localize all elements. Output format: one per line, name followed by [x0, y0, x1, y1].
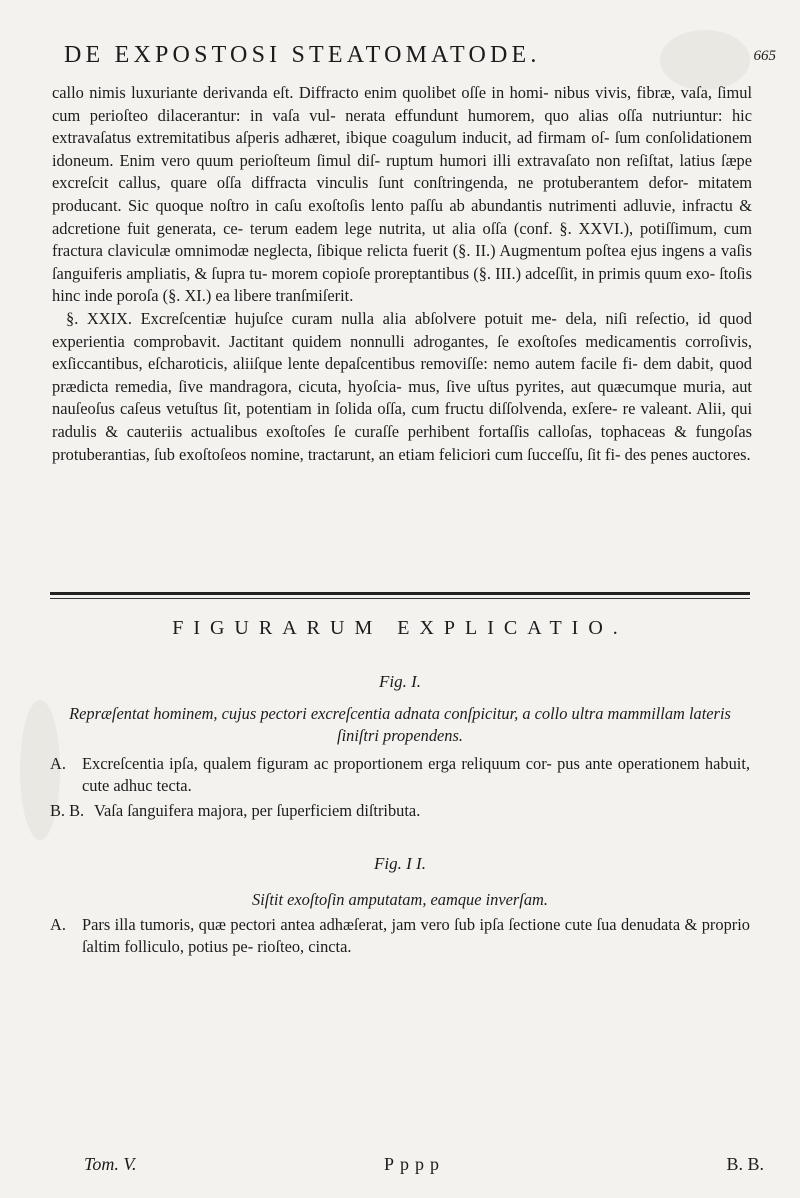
figure-item — [50, 800, 750, 822]
running-title: DE EXPOSTOSI STEATOMATODE. — [64, 42, 541, 68]
item-text: Excreſcentia ipſa, qualem figuram ac proportionem erga reliquum cor- pus ante operationem habuit, cute adhuc tecta. — [82, 754, 750, 795]
figure-caption: Siſtit exoſtoſin amputatam, eamque inverſam. — [252, 890, 548, 909]
figure-caption: Repræſentat hominem, cujus pectori excreſcentia adnata conſpicitur, a collo ultra mammillam lateris ſiniſtri propendens. — [69, 704, 731, 745]
item-key: A. — [50, 915, 66, 934]
volume-label: Tom. V. — [84, 1154, 137, 1174]
catchword: B. B. — [726, 1154, 764, 1174]
page-footer — [84, 1154, 764, 1178]
figure-label: Fig. I. — [378, 672, 422, 691]
section-divider — [50, 592, 750, 599]
figure-item — [50, 914, 750, 958]
body-text — [52, 82, 752, 466]
paragraph: §. XXIX. Excreſcentiæ hujuſce curam nulla alia abſolvere potuit me- dela, niſi reſectio, id quod experientia comprobavit. Jactitant quidem nonnulli adrogantes, ſe exoſtoſes medicamentis corroſivis, exſiccantibus, eſcharoticis, aliiſque lente depaſcentibus removiſſe: nemo autem facile fi- dem dabit, quod prædicta remedia, ſive mandragora, cicuta, hyoſcia- mus, ſive uſtus pyrites, aut quæcumque muria, aut nauſeoſus caſeus vetuſtus ſit, potentiam in ſolida oſſa, cum fructu diſſolvenda, exſere- re valeant. Alii, qui radulis & cauteriis actualibus exoſtoſes ſe curaſſe perhibent fortaſſis calloſas, tophaceas & fungoſas protuberantias, ſub exoſtoſeos nomine, tractarunt, an etiam feliciori cum ſucceſſu, ſit fi- des penes auctores. — [52, 308, 752, 464]
item-key: A. — [50, 754, 66, 773]
page-header — [64, 42, 784, 76]
item-text: Pars illa tumoris, quæ pectori antea adhæſerat, jam vero ſub ipſa ſectione cute ſua denudata & proprio ſaltim folliculo, potius pe- rioſteo, cincta. — [82, 915, 750, 956]
figure-item — [50, 753, 750, 797]
figure-label: Fig. I I. — [374, 854, 426, 873]
signature-mark: Pppp — [384, 1154, 446, 1174]
page-number: 665 — [753, 48, 776, 64]
item-text: Vaſa ſanguifera majora, per ſuperficiem diſtributa. — [94, 801, 421, 820]
item-key: B. B. — [50, 801, 85, 820]
section-title: FIGURARUM EXPLICATIO. — [172, 617, 628, 639]
paragraph: callo nimis luxuriante derivanda eſt. Diffracto enim quolibet oſſe in homi- nibus vivis, fibræ, vaſa, ſimul cum perioſteo dilacerantur: in vaſa vul- nerata effundunt humorem, quo alias oſſa nutriuntur: hic extravaſatus extremitatibus aſperis adhæret, ibique coagulum inducit, ad firmam oſ- ſum conſolidationem idoneum. Enim vero quum perioſteum ſimul diſ- ruptum humori illi extravaſato non reſiſtat, latius ſæpe excreſcit callus, quare oſſa diffracta vinculis ſunt conſtringenda, ne protuberantem defor- mitatem producant. Sic quoque noſtro in caſu exoſtoſis lento paſſu ab abundantis nutrimenti adluvie, infractu & adcretione fuit generata, ce- terum eadem lege nutrita, ut alia oſſa (conf. §. XXVI.), potiſſimum, cum fractura claviculæ omnimodæ neglecta, ſibique relicta fuerit (§. II.) Augmentum poſtea ejus ingens a vaſis ſanguiferis ampliatis, & ſupra tu- morem copioſe proreptantibus (§. III.) adceſſit, in primis quum exo- ſtoſis hinc inde poroſa (§. XI.) ea libere tranſmiſerit. — [52, 83, 752, 306]
